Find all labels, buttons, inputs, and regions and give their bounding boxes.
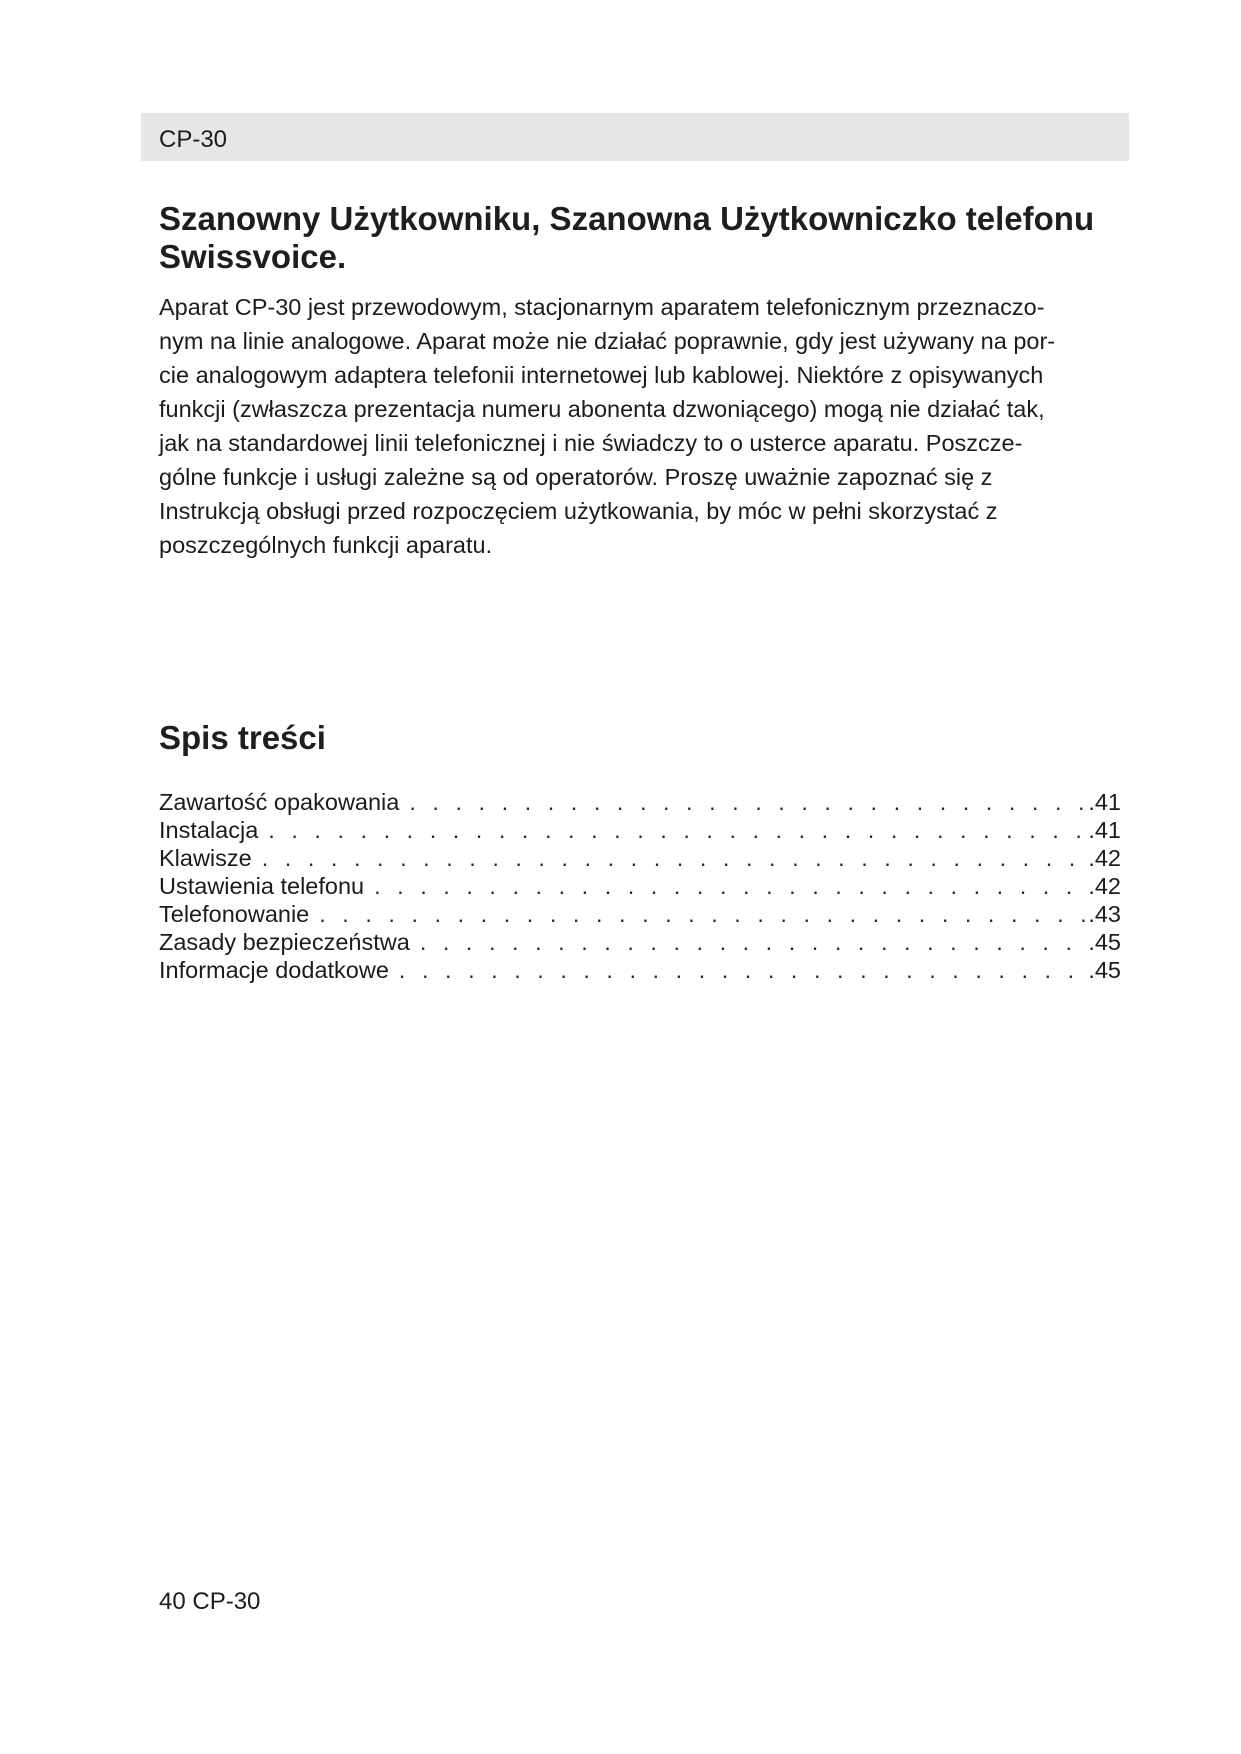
toc-entry-label: Zawartość opakowania bbox=[159, 789, 400, 815]
page-footer: 40 CP-30 bbox=[159, 1588, 261, 1615]
intro-line: jak na standardowej linii telefonicznej i nie świadczy to o usterce aparatu. Poszcze- bbox=[159, 430, 1023, 456]
toc-entry-label: Informacje dodatkowe bbox=[159, 957, 389, 983]
intro-title: Szanowny Użytkowniku, Szanowna Użytkowniczko telefonu Swissvoice. bbox=[159, 200, 1095, 275]
intro-paragraph bbox=[159, 290, 1119, 562]
toc-entry-label: Telefonowanie bbox=[159, 901, 310, 927]
toc-leader-dots bbox=[262, 844, 1089, 872]
toc-entry-label: Klawisze bbox=[159, 845, 252, 871]
toc-leader-dots bbox=[374, 872, 1088, 900]
toc-entry-page: .45 bbox=[1088, 957, 1121, 983]
toc-entry-label: Ustawienia telefonu bbox=[159, 873, 365, 899]
toc-entry-zawartosc-opakowania[interactable] bbox=[159, 788, 1121, 816]
toc-entry-instalacja[interactable] bbox=[159, 816, 1121, 844]
toc-entry-page: .41 bbox=[1088, 789, 1121, 815]
toc-entry-informacje-dodatkowe[interactable] bbox=[159, 956, 1121, 984]
intro-line: cie analogowym adaptera telefonii internetowej lub kablowej. Niektóre z opisywanych bbox=[159, 362, 1044, 388]
header-band bbox=[141, 113, 1129, 161]
toc-leader-dots bbox=[319, 900, 1088, 928]
toc-entry-page: .45 bbox=[1088, 929, 1121, 955]
toc-entry-page: .43 bbox=[1088, 901, 1121, 927]
toc-leader-dots bbox=[409, 788, 1088, 816]
intro-line: gólne funkcje i usługi zależne są od operatorów. Proszę uważnie zapoznać się z bbox=[159, 464, 993, 490]
toc-entry-ustawienia-telefonu[interactable] bbox=[159, 872, 1121, 900]
header-model-label: CP-30 bbox=[159, 126, 228, 153]
intro-line: Instrukcją obsługi przed rozpoczęciem użytkowania, by móc w pełni skorzystać z bbox=[159, 498, 998, 524]
toc-entry-label: Instalacja bbox=[159, 817, 259, 843]
toc-entry-telefonowanie[interactable] bbox=[159, 900, 1121, 928]
toc-entry-label: Zasady bezpieczeństwa bbox=[159, 929, 410, 955]
toc-title: Spis treści bbox=[159, 719, 326, 756]
intro-line: poszczególnych funkcji aparatu. bbox=[159, 532, 493, 558]
toc-entry-page: .42 bbox=[1088, 845, 1121, 871]
toc-leader-dots bbox=[268, 816, 1088, 844]
toc-entry-page: .41 bbox=[1088, 817, 1121, 843]
intro-line: Aparat CP-30 jest przewodowym, stacjonarnym aparatem telefonicznym przeznaczo- bbox=[159, 294, 1045, 320]
toc-leader-dots bbox=[420, 928, 1089, 956]
intro-line: nym na linie analogowe. Aparat może nie działać poprawnie, gdy jest używany na por- bbox=[159, 328, 1056, 354]
toc-entry-page: .42 bbox=[1088, 873, 1121, 899]
toc-leader-dots bbox=[399, 956, 1088, 984]
toc-entry-zasady-bezpieczenstwa[interactable] bbox=[159, 928, 1121, 956]
toc-entry-klawisze[interactable] bbox=[159, 844, 1121, 872]
intro-line: funkcji (zwłaszcza prezentacja numeru abonenta dzwoniącego) mogą nie działać tak, bbox=[159, 396, 1045, 422]
table-of-contents bbox=[159, 788, 1121, 984]
